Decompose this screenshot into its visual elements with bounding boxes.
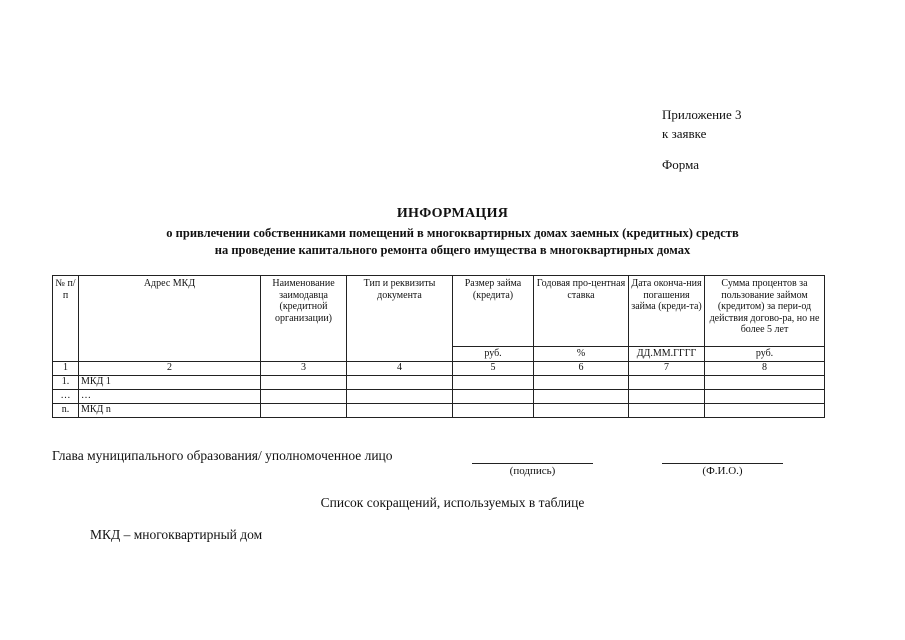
row-address: МКД 1 [79, 376, 261, 390]
empty-cell [534, 390, 629, 404]
empty-cell [347, 376, 453, 390]
signature-caption: (подпись) [509, 465, 556, 477]
empty-cell [705, 390, 825, 404]
unit-rate: % [534, 347, 629, 362]
empty-cell [453, 376, 534, 390]
header-interest-sum: Сумма процентов за пользование займом (кредитом) за пери-од действия догово-ра, но не более 5 лет [705, 276, 825, 347]
empty-cell [453, 390, 534, 404]
table-row [53, 376, 825, 390]
annex-label [662, 105, 742, 143]
document-subtitle-1: о привлечении собственниками помещений в многоквартирных домах заемных (кредитных) средств [166, 226, 739, 240]
signature-line [472, 463, 593, 464]
col-number: 8 [705, 362, 825, 376]
empty-cell [347, 404, 453, 418]
empty-cell [629, 404, 705, 418]
table-row [53, 390, 825, 404]
row-address: … [79, 390, 261, 404]
empty-cell [705, 376, 825, 390]
empty-cell [629, 376, 705, 390]
unit-date: ДД.ММ.ГГГГ [629, 347, 705, 362]
annex-line-2: к заявке [662, 126, 707, 141]
abbreviation-item: МКД – многоквартирный дом [90, 527, 263, 542]
row-number: 1. [53, 376, 79, 390]
name-line [662, 463, 783, 464]
empty-cell [534, 376, 629, 390]
abbreviations-title: Список сокращений, используемых в таблице [320, 495, 585, 510]
information-table [52, 275, 825, 418]
empty-cell [261, 404, 347, 418]
document-subtitle-2: на проведение капитального ремонта общего имущества в многоквартирных домах [214, 243, 691, 257]
header-document: Тип и реквизиты документа [347, 276, 453, 362]
signature-label: Глава муниципального образования/ уполномоченное лицо [52, 448, 393, 463]
col-number: 2 [79, 362, 261, 376]
empty-cell [347, 390, 453, 404]
empty-cell [705, 404, 825, 418]
row-number: … [53, 390, 79, 404]
unit-loan: руб. [453, 347, 534, 362]
col-number: 4 [347, 362, 453, 376]
col-number: 6 [534, 362, 629, 376]
document-title: ИНФОРМАЦИЯ [396, 206, 509, 221]
header-annual-rate: Годовая про-центная ставка [534, 276, 629, 347]
table-column-numbers-row [53, 362, 825, 376]
table-row [53, 404, 825, 418]
row-number: n. [53, 404, 79, 418]
unit-interest: руб. [705, 347, 825, 362]
col-number: 1 [53, 362, 79, 376]
header-end-date: Дата оконча-ния погашения займа (креди-та) [629, 276, 705, 347]
col-number: 5 [453, 362, 534, 376]
empty-cell [261, 390, 347, 404]
header-loan-amount: Размер займа (кредита) [453, 276, 534, 347]
empty-cell [261, 376, 347, 390]
col-number: 7 [629, 362, 705, 376]
empty-cell [629, 390, 705, 404]
empty-cell [453, 404, 534, 418]
header-address: Адрес МКД [79, 276, 261, 362]
row-address: МКД n [79, 404, 261, 418]
name-caption: (Ф.И.О.) [702, 465, 743, 477]
header-lender: Наименование заимодавца (кредитной организации) [261, 276, 347, 362]
form-label: Форма [662, 157, 699, 172]
table-header-row [53, 276, 825, 347]
header-number: № п/п [53, 276, 79, 362]
col-number: 3 [261, 362, 347, 376]
annex-line-1: Приложение 3 [662, 107, 742, 122]
empty-cell [534, 404, 629, 418]
